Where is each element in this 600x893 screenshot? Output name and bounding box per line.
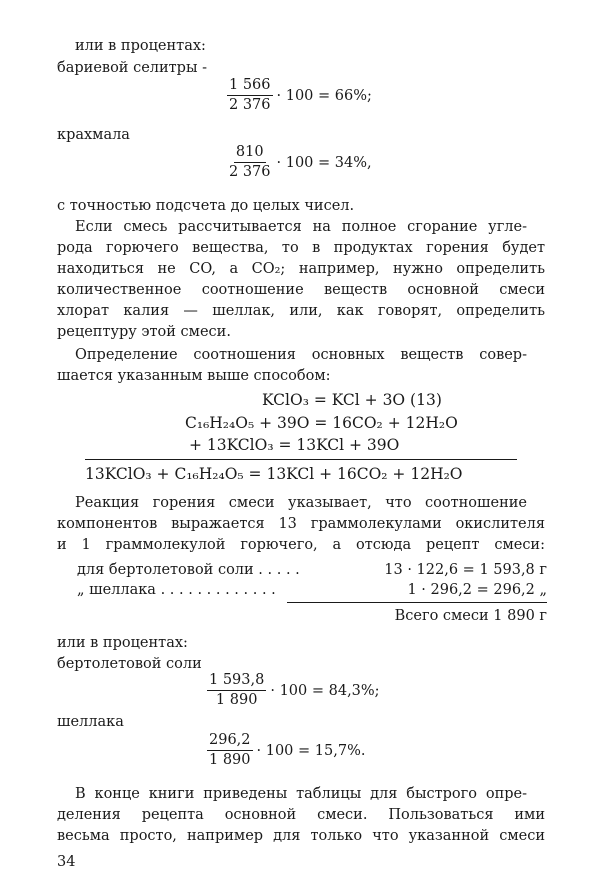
text-line: бариевой селитры - bbox=[57, 60, 207, 76]
denominator: 2 376 bbox=[229, 164, 271, 180]
paragraph-line: рецептуру этой смеси. bbox=[57, 324, 231, 340]
equation-sum: 13KClO₃ + C₁₆H₂₄O₅ = 13KCl + 16CO₂ + 12H₂O bbox=[85, 465, 463, 483]
paragraph-line: количественное соотношение веществ основной смеси bbox=[57, 282, 545, 298]
paragraph-line: В конце книги приведены таблицы для быстрого опре- bbox=[75, 786, 527, 802]
fraction-result: · 100 = 34%, bbox=[276, 154, 372, 171]
fraction-starch bbox=[227, 144, 372, 181]
fraction-result: · 100 = 15,7%. bbox=[256, 742, 366, 759]
fraction-result: · 100 = 66%; bbox=[276, 87, 372, 104]
numerator: 1 593,8 bbox=[207, 672, 266, 691]
text-line: крахмала bbox=[57, 127, 130, 143]
recipe-total: Всего смеси 1 890 г bbox=[394, 608, 547, 624]
page-number: 34 bbox=[57, 854, 76, 870]
paragraph-line: Если смесь рассчитывается на полное сгорание угле- bbox=[75, 219, 527, 235]
paragraph-line: Определение соотношения основных веществ совер- bbox=[75, 347, 527, 363]
numerator: 1 566 bbox=[227, 77, 273, 96]
numerator: 810 bbox=[234, 144, 266, 163]
fraction-berthollet-salt bbox=[207, 672, 380, 709]
text-line: или в процентах: bbox=[57, 635, 188, 651]
fraction-barium-nitrate bbox=[227, 77, 372, 114]
fraction-result: · 100 = 84,3%; bbox=[270, 682, 380, 699]
denominator: 2 376 bbox=[229, 97, 271, 113]
recipe-label: для бертолетовой соли . . . . . bbox=[77, 562, 300, 578]
fraction-shellac bbox=[207, 732, 365, 769]
denominator: 1 890 bbox=[209, 752, 251, 768]
total-rule bbox=[287, 602, 547, 603]
text-line: шеллака bbox=[57, 714, 124, 730]
recipe-calc: 13 · 122,6 = 1 593,8 г bbox=[384, 562, 547, 578]
paragraph-line: деления рецепта основной смеси. Пользоваться ими bbox=[57, 807, 545, 823]
equation-3: + 13KClO₃ = 13KCl + 39O bbox=[189, 436, 400, 454]
equation-1: KClO₃ = KCl + 3O (13) bbox=[262, 391, 442, 409]
paragraph-line: рода горючего вещества, то в продуктах горения будет bbox=[57, 240, 545, 256]
text-line: с точностью подсчета до целых чисел. bbox=[57, 198, 355, 214]
paragraph-line: компонентов выражается 13 граммолекулами окислителя bbox=[57, 516, 545, 532]
paragraph-line: находиться не CO, а CO₂; например, нужно определить bbox=[57, 261, 545, 277]
recipe-calc: 1 · 296,2 = 296,2 „ bbox=[407, 582, 547, 598]
paragraph-line: шается указанным выше способом: bbox=[57, 368, 331, 384]
paragraph-line: Реакция горения смеси указывает, что соотношение bbox=[75, 495, 527, 511]
sum-rule bbox=[85, 459, 517, 460]
paragraph-line: и 1 граммолекулой горючего, а отсюда рецепт смеси: bbox=[57, 537, 545, 553]
paragraph-line: весьма просто, например для только что указанной смеси bbox=[57, 828, 545, 844]
text-line: бертолетовой соли bbox=[57, 656, 202, 672]
text-line: или в процентах: bbox=[75, 38, 206, 54]
paragraph-line: хлорат калия — шеллак, или, как говорят, определить bbox=[57, 303, 545, 319]
numerator: 296,2 bbox=[207, 732, 253, 751]
recipe-label: „ шеллака . . . . . . . . . . . . . bbox=[77, 582, 276, 598]
denominator: 1 890 bbox=[215, 692, 258, 708]
equation-2: C₁₆H₂₄O₅ + 39O = 16CO₂ + 12H₂O bbox=[185, 414, 458, 432]
